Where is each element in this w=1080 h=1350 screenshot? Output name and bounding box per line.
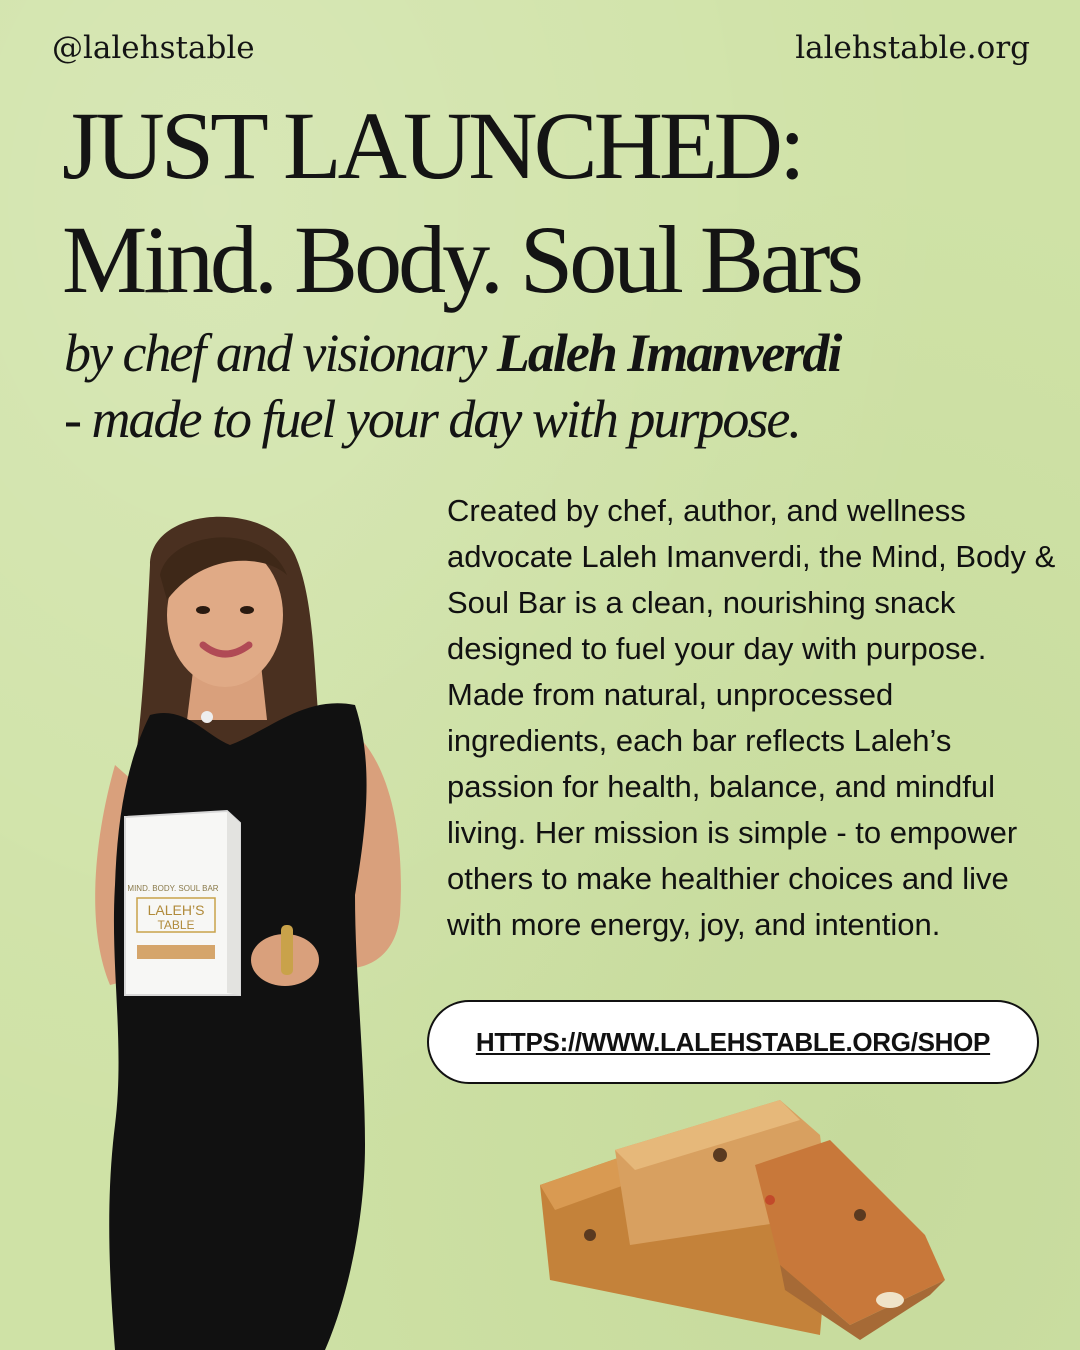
chocolate-chip [854, 1209, 866, 1221]
box-brand-line-2: TABLE [157, 918, 195, 932]
snack-bars-image [530, 1095, 950, 1345]
box-tagline: MIND. BODY. SOUL BAR [127, 884, 219, 893]
eye-right [240, 606, 254, 614]
box-stripe [137, 945, 215, 959]
product-box [125, 811, 240, 995]
eye-left [196, 606, 210, 614]
bracelet [281, 925, 293, 975]
product-description: Created by chef, author, and wellness advocate Laleh Imanverdi, the Mind, Body & Soul Bar is a clean, nourishing snack designed to fuel your day with purpose. Made from natural, unprocessed ingredients, each bar reflects Laleh’s passion for health, balance, and mindful living. Her mission is simple - to empower others to make healthier choices and live with more energy, joy, and intention. [447, 493, 1056, 942]
headline-line-2: Mind. Body. Soul Bars [62, 206, 860, 313]
shop-link-button[interactable] [427, 1000, 1039, 1084]
necklace-pendant [201, 711, 213, 723]
box-brand-line-1: LALEH’S [147, 902, 205, 918]
nut-piece [876, 1292, 904, 1308]
author-name: Laleh Imanverdi [496, 323, 841, 383]
chocolate-chip [713, 1148, 727, 1162]
chocolate-chip [584, 1229, 596, 1241]
subheadline [64, 320, 840, 452]
headline-line-1: JUST LAUNCHED: [62, 92, 802, 199]
box-side [227, 811, 240, 995]
subheadline-line-1 [64, 320, 840, 386]
chef-photo [55, 505, 430, 1350]
subheadline-prefix: by chef and visionary [64, 323, 486, 383]
social-handle: @lalehstable [52, 30, 255, 66]
black-dress [109, 703, 366, 1350]
shop-link[interactable]: HTTPS://WWW.LALEHSTABLE.ORG/SHOP [475, 1026, 991, 1057]
website-label: lalehstable.org [795, 30, 1030, 66]
fruit-piece [765, 1195, 775, 1205]
subheadline-line-2: - made to fuel your day with purpose. [64, 389, 800, 449]
